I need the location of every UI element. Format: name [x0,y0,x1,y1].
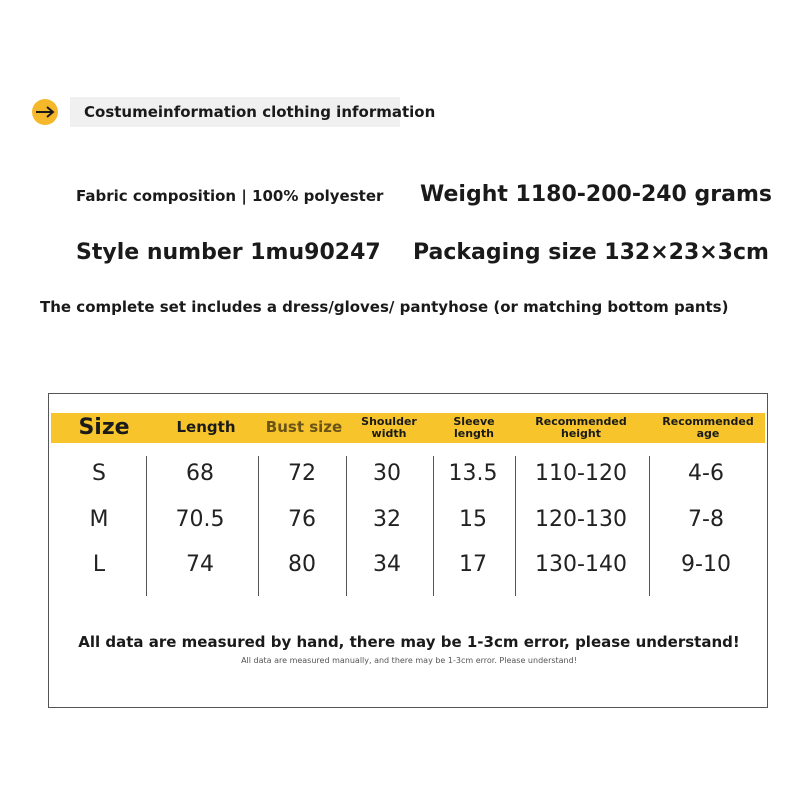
header-age-line2: age [696,427,720,440]
cell-shoulder: 34 [373,552,401,577]
cell-shoulder: 32 [373,507,401,532]
cell-bust: 76 [288,507,316,532]
cell-sleeve: 17 [459,552,487,577]
header-height-line2: height [560,427,602,440]
fabric-composition: Fabric composition | 100% polyester [76,187,384,205]
header-age-line1: Recommended [662,415,754,429]
cell-sleeve: 15 [459,507,487,532]
cell-length: 70.5 [175,507,225,532]
header-size: Size [78,415,130,441]
cell-height: 110-120 [535,461,627,486]
cell-size: L [92,552,106,577]
section-title: Costumeinformation clothing information [84,103,436,121]
cell-height: 130-140 [535,552,627,577]
header-height [526,413,636,443]
header-shoulder-line1: Shoulder [361,415,417,429]
header-height-line1: Recommended [535,415,627,429]
cell-bust: 72 [288,461,316,486]
header-sleeve [431,413,517,443]
cell-height: 120-130 [535,507,627,532]
weight: Weight 1180-200-240 grams [420,182,772,207]
header-sleeve-line2: length [453,427,495,440]
header-length: Length [176,418,236,437]
packaging-size: Packaging size 132×23×3cm [413,240,769,265]
cell-age: 4-6 [688,461,724,486]
arrow-right-icon [32,99,58,125]
cell-age: 9-10 [681,552,731,577]
style-number: Style number 1mu90247 [76,240,381,265]
column-divider [649,456,650,596]
cell-shoulder: 30 [373,461,401,486]
header-sleeve-line1: Sleeve [453,415,495,429]
cell-sleeve: 13.5 [448,461,498,486]
header-shoulder [346,413,432,443]
measurement-note: All data are measured by hand, there may be 1-3cm error, please understand! [78,633,740,651]
size-table [48,393,768,708]
measurement-subnote: All data are measured manually, and there may be 1-3cm error. Please understand! [241,656,577,665]
table-header [51,413,765,443]
cell-size: M [89,507,109,532]
set-contents: The complete set includes a dress/gloves/ pantyhose (or matching bottom pants) [40,298,729,316]
cell-length: 68 [186,461,214,486]
header-bust: Bust size [265,418,343,437]
header-age [656,413,760,443]
cell-length: 74 [186,552,214,577]
cell-size: S [92,461,106,486]
header-shoulder-line2: width [371,427,407,440]
cell-age: 7-8 [688,507,724,532]
cell-bust: 80 [288,552,316,577]
